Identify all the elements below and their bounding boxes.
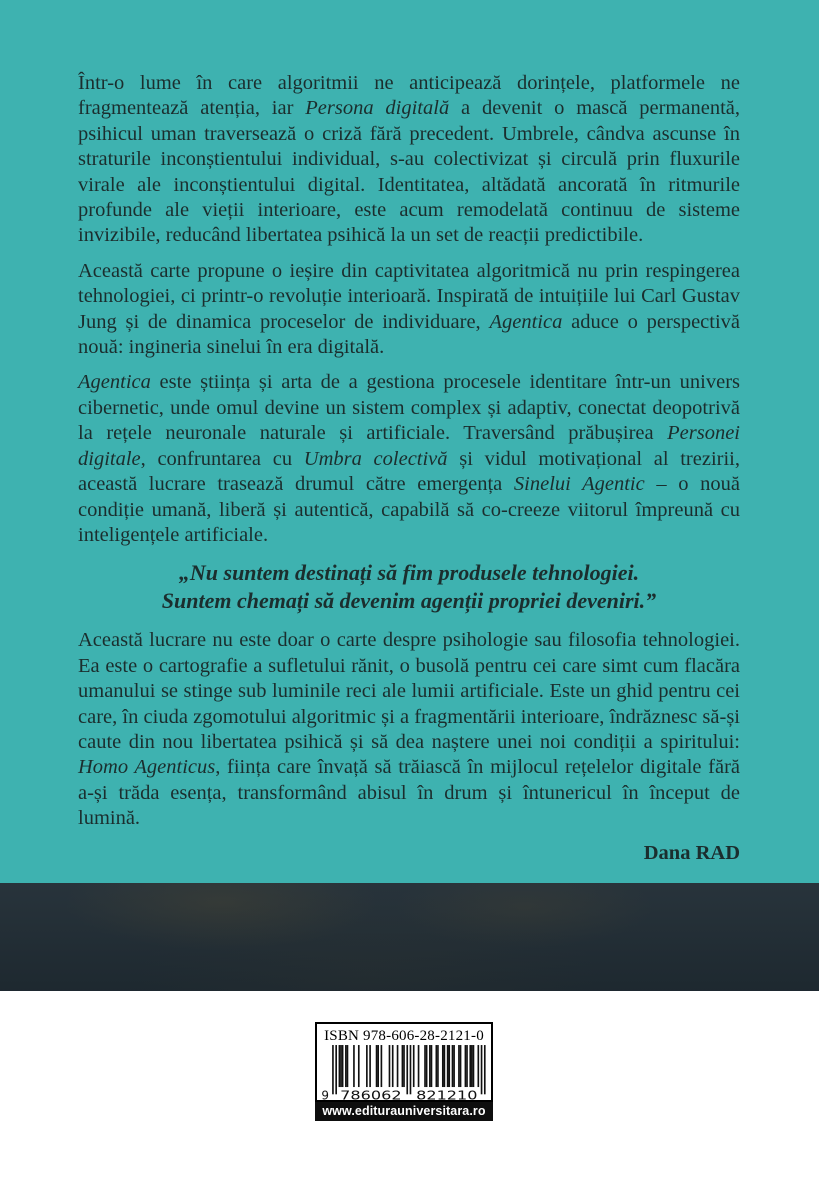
svg-text:786062: 786062: [340, 1088, 402, 1100]
isbn-label: ISBN 978-606-28-2121-0: [324, 1028, 484, 1044]
isbn-box: [315, 1022, 493, 1102]
synopsis-paragraph-2: Această carte propune o ieșire din captivitatea algoritmică nu prin respingerea tehnologiei, ci printr-o revoluție interioară. Inspirată de intuițiile lui Carl Gustav Jung și de dinamica proceselor de individuare, Agentica aduce o perspectivă nouă: ingineria sinelui în era digitală.: [78, 259, 741, 359]
pull-quote-line-2: Suntem chemați să devenim agenții propriei deveniri.”: [161, 588, 657, 614]
publisher-url: www.editurauniversitara.ro: [315, 1102, 493, 1121]
synopsis-paragraph-3: Agentica este știința și arta de a gestiona procesele identitare într-un univers cibernetic, unde omul devine un sistem complex și adaptiv, conectat deopotrivă la rețele neuronale naturale și artificiale. Traversând prăbușirea Personei digitale, confruntarea cu Umbra colectivă și vidul motivațional al trezirii, această lucrare trasează drumul către emergența Sinelui Agentic – o nouă condiție umană, liberă și autentică, capabilă să co-creeze viitorul împreună cu inteligențele artificiale.: [78, 371, 740, 546]
synopsis-paragraph-4: Această lucrare nu este doar o carte despre psihologie sau filosofia tehnologiei. Ea este o cartografie a sufletului rănit, o busolă pentru cei care simt cum flacăra umanului se stinge sub luminile reci ale lumii artificiale. Este un ghid pentru cei care, în ciuda zgomotului algoritmic și a fragmentării interioare, îndrăznesc să-și caute din nou libertatea psihică și să dea naștere unei noi condiții a spiritului: Homo Agenticus, ființa care învață să trăiască în mijlocul rețelelor digitale fără a-și trăda esența, transformând abisul în drum și întunericul în început de lumină.: [78, 629, 740, 830]
isbn-barcode-block: [315, 1022, 493, 1121]
synopsis-paragraph-1: Într-o lume în care algoritmii ne anticipează dorințele, platformele ne fragmentează atenția, iar Persona digitală a devenit o mască permanentă, psihicul uman traversează o criză fără precedent. Umbrele, cândva ascunse în straturile inconștientului individual, s-au colectivizat și circulă prin fluxurile virale ale inconștientului digital. Identitatea, altădată ancorată în ritmurile profunde ale vieții interioare, este acum remodelată continuu de sisteme invizibile, reducând libertatea psihică la un set de reacții predictibile.: [78, 72, 740, 247]
author-name: Dana RAD: [643, 841, 740, 864]
cover-photo-band: [0, 883, 819, 991]
svg-text:821210: 821210: [416, 1088, 478, 1100]
pull-quote: [78, 559, 740, 615]
svg-text:9: 9: [321, 1088, 329, 1100]
ean13-barcode: [320, 1045, 488, 1100]
pull-quote-line-1: „Nu suntem destinați să fim produsele tehnologiei.: [178, 560, 640, 586]
